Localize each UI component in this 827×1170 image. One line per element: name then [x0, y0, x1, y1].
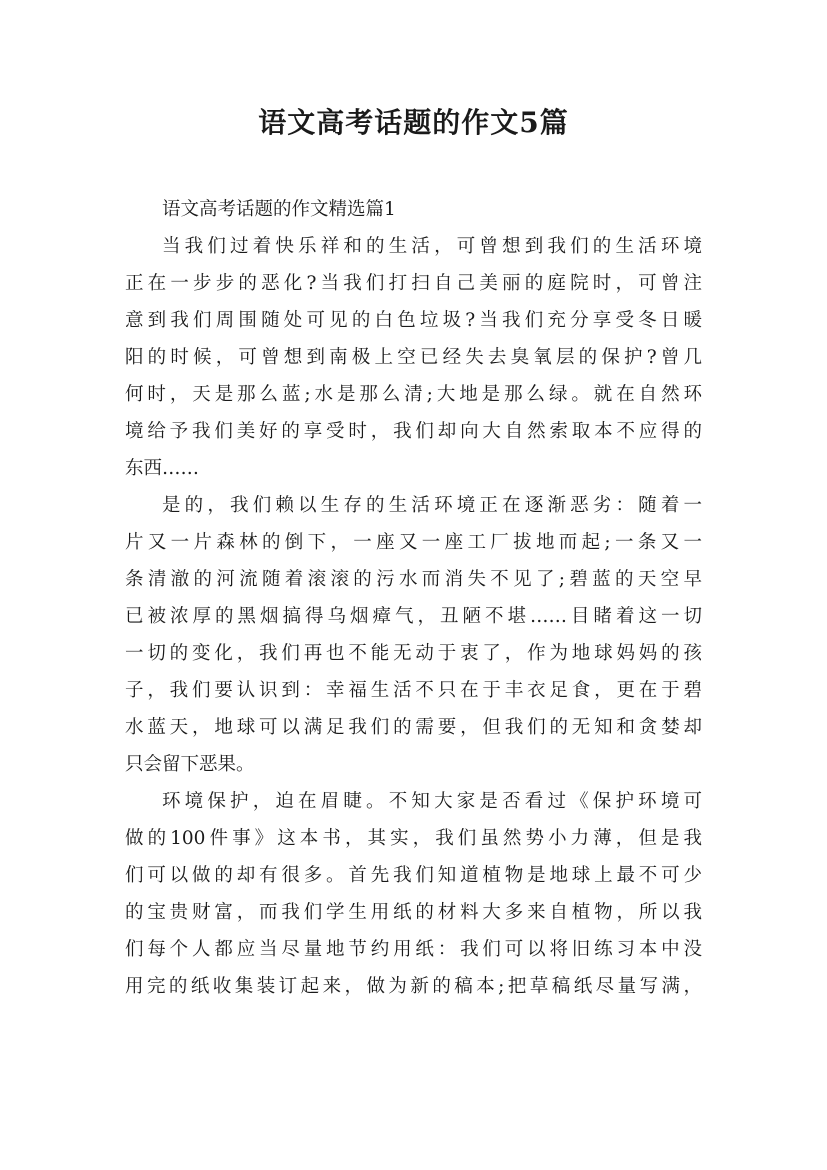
paragraph-line: 的宝贵财富，而我们学生用纸的材料大多来自植物，所以我 — [125, 902, 702, 923]
paragraph-line: 当我们过着快乐祥和的生活，可曾想到我们的生活环境 — [162, 236, 702, 257]
paragraph-line: 东西…… — [125, 458, 200, 479]
paragraph-line: 是的，我们赖以生存的生活环境正在逐渐恶劣：随着一 — [162, 495, 702, 516]
paragraph-line: 子，我们要认识到：幸福生活不只在于丰衣足食，更在于碧 — [125, 680, 702, 701]
paragraph-line: 何时，天是那么蓝;水是那么清;大地是那么绿。就在自然环 — [125, 384, 702, 405]
section-heading: 语文高考话题的作文精选篇1 — [162, 199, 396, 220]
paragraph-line: 环境保护，迫在眉睫。不知大家是否看过《保护环境可 — [162, 791, 702, 812]
paragraph-line: 做的100件事》这本书，其实，我们虽然势小力薄，但是我 — [125, 828, 702, 849]
paragraph-line: 用完的纸收集装订起来，做为新的稿本;把草稿纸尽量写满， — [125, 976, 702, 997]
paragraph-line: 片又一片森林的倒下，一座又一座工厂拔地而起;一条又一 — [125, 532, 702, 553]
paragraph-line: 一切的变化，我们再也不能无动于衷了，作为地球妈妈的孩 — [125, 643, 702, 664]
paragraph-line: 条清澈的河流随着滚滚的污水而消失不见了;碧蓝的天空早 — [125, 569, 702, 590]
document-title: 语文高考话题的作文5篇 — [258, 106, 569, 139]
paragraph-line: 们每个人都应当尽量地节约用纸：我们可以将旧练习本中没 — [125, 939, 702, 960]
paragraph-line: 意到我们周围随处可见的白色垃圾?当我们充分享受冬日暖 — [125, 310, 702, 331]
paragraph-line: 水蓝天，地球可以满足我们的需要，但我们的无知和贪婪却 — [125, 717, 702, 738]
paragraph-line: 境给予我们美好的享受时，我们却向大自然索取本不应得的 — [125, 421, 702, 442]
paragraph-line: 只会留下恶果。 — [125, 754, 255, 775]
document-body — [125, 191, 702, 1005]
paragraph-line: 们可以做的却有很多。首先我们知道植物是地球上最不可少 — [125, 865, 702, 886]
paragraph-line: 阳的时候，可曾想到南极上空已经失去臭氧层的保护?曾几 — [125, 347, 702, 368]
paragraph-line: 正在一步步的恶化?当我们打扫自己美丽的庭院时，可曾注 — [125, 273, 702, 294]
paragraph-line: 已被浓厚的黑烟搞得乌烟瘴气，丑陋不堪……目睹着这一切 — [125, 606, 702, 627]
